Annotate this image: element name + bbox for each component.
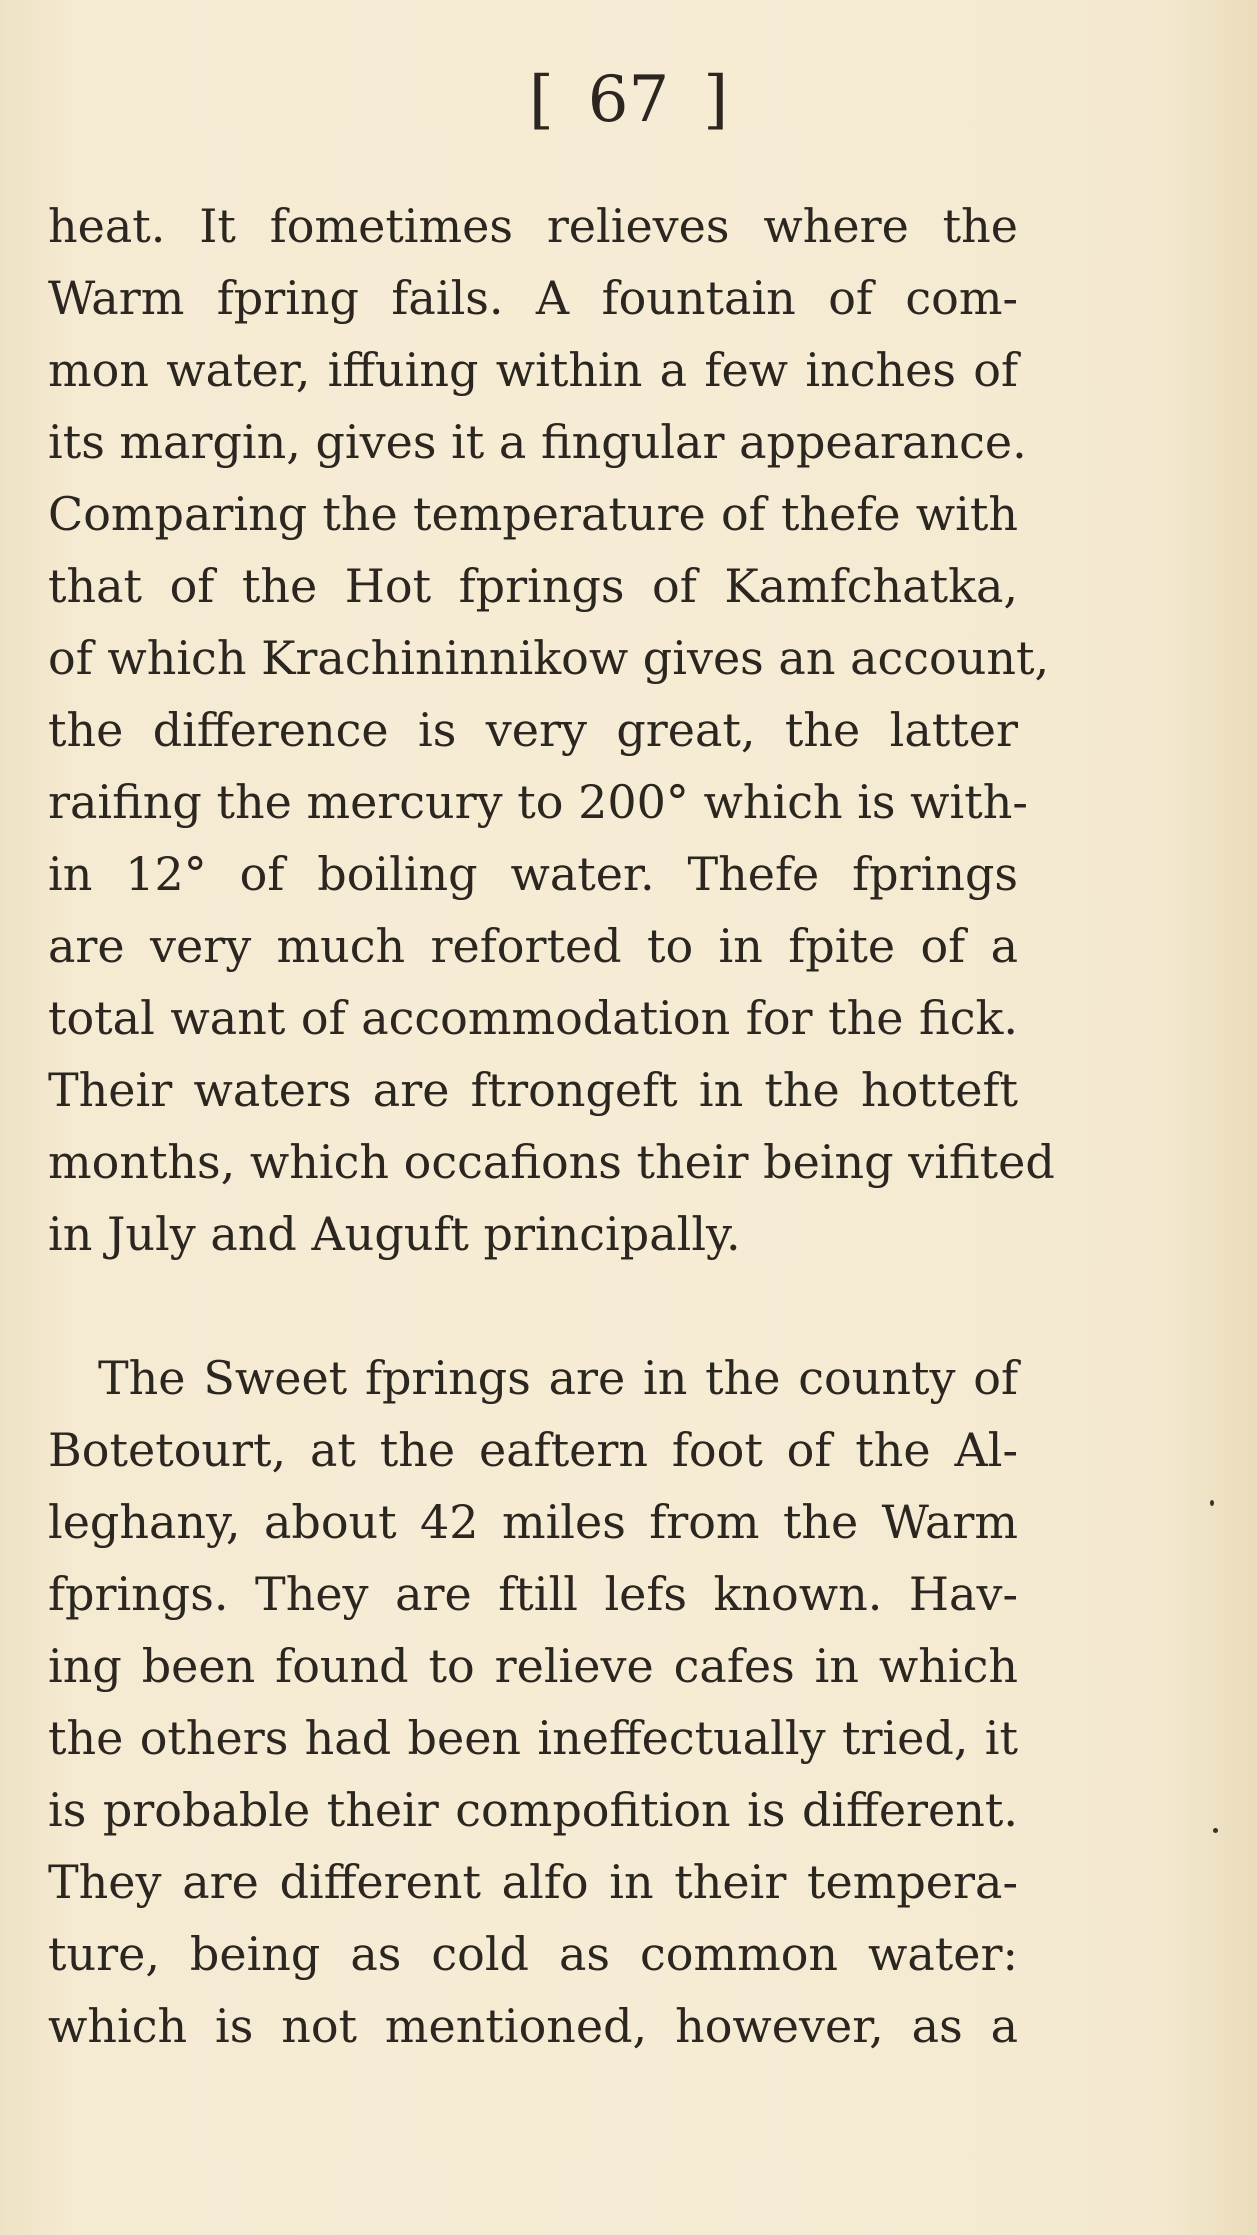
text-line: in July and Auguft principally. — [48, 1207, 741, 1261]
header-open-bracket: [ — [528, 63, 554, 137]
paper-speck — [1210, 1500, 1214, 1506]
text-line: months, which occafions their being vifited — [48, 1135, 1055, 1189]
text-line: leghany, about 42 miles from the Warm — [48, 1495, 1018, 1549]
text-line: They are different alfo in their tempera- — [48, 1855, 1018, 1909]
page-header — [0, 63, 1257, 137]
text-line: its margin, gives it a fingular appearance. — [48, 415, 1027, 469]
text-line: in 12° of boiling water. Thefe fprings — [48, 847, 1018, 901]
text-line: Comparing the temperature of thefe with — [48, 487, 1018, 541]
page-number: 67 — [587, 63, 670, 137]
text-line: ture, being as cold as common water: — [48, 1927, 1018, 1981]
text-line: the difference is very great, the latter — [48, 703, 1018, 757]
text-line: raifing the mercury to 200° which is with- — [48, 775, 1028, 829]
text-line: Warm fpring fails. A fountain of com- — [48, 271, 1018, 325]
text-line: are very much reforted to in fpite of a — [48, 919, 1018, 973]
text-line: is probable their compofition is different. — [48, 1783, 1018, 1837]
paper-speck — [1213, 1828, 1218, 1833]
text-line: the others had been ineffectually tried, it — [48, 1711, 1018, 1765]
text-line: mon water, iffuing within a few inches of — [48, 343, 1018, 397]
text-line: that of the Hot fprings of Kamfchatka, — [48, 559, 1018, 613]
text-line: of which Krachininnikow gives an account, — [48, 631, 1050, 685]
text-line: Botetourt, at the eaftern foot of the Al- — [48, 1423, 1018, 1477]
text-line: fprings. They are ftill lefs known. Hav- — [48, 1567, 1018, 1621]
text-line: ing been found to relieve cafes in which — [48, 1639, 1018, 1693]
text-line: total want of accommodation for the fick. — [48, 991, 1018, 1045]
text-line: which is not mentioned, however, as a — [48, 1999, 1018, 2053]
header-close-bracket: ] — [703, 63, 729, 137]
text-line: The Sweet fprings are in the county of — [98, 1351, 1018, 1405]
text-line: Their waters are ftrongeft in the hotteft — [48, 1063, 1018, 1117]
text-line: heat. It fometimes relieves where the — [48, 199, 1018, 253]
